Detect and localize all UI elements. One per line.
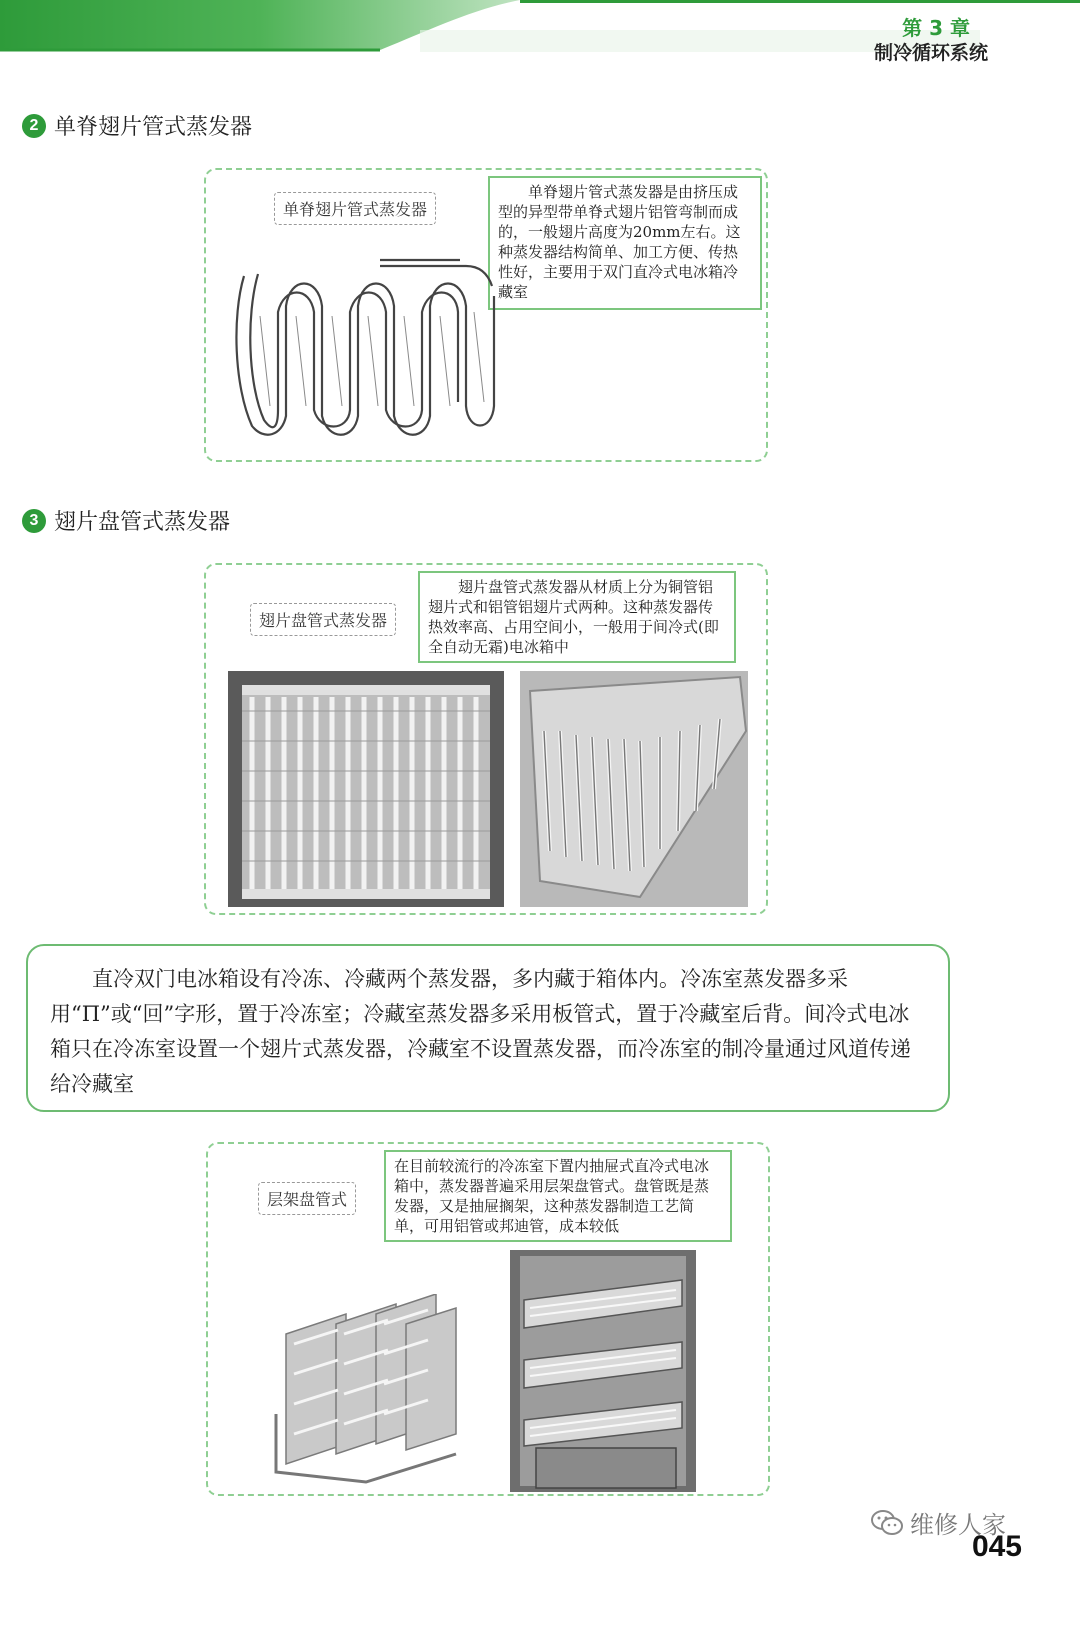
page-number: 045 xyxy=(971,1530,1022,1563)
fin-coil-photo xyxy=(228,671,504,907)
wechat-icon xyxy=(870,1509,904,1537)
figure-note: 翅片盘管式蒸发器从材质上分为铜管铝翅片式和铝管铝翅片式两种。这种蒸发器传热效率高、占用空间小，一般用于间冷式(即全自动无霜)电冰箱中 xyxy=(418,571,736,663)
watermark-text: 维修人家 xyxy=(910,1511,1006,1539)
figure-frame-shelf-coil xyxy=(206,1142,770,1496)
figure-tag: 层架盘管式 xyxy=(258,1182,356,1215)
chapter-number: 第 3 章 xyxy=(902,16,970,40)
section-title: 单脊翅片管式蒸发器 xyxy=(54,115,253,140)
section-title: 翅片盘管式蒸发器 xyxy=(54,510,231,535)
section-number-badge: 3 xyxy=(22,509,46,533)
section-heading-3 xyxy=(22,505,230,536)
serpentine-evaporator-drawing xyxy=(230,256,506,446)
figure-note: 单脊翅片管式蒸发器是由挤压成型的异型带单脊式翅片铝管弯制而成的，一般翅片高度为20mm左右。这种蒸发器结构简单、加工方便、传热性好，主要用于双门直冷式电冰箱冷藏室 xyxy=(488,176,762,310)
figure-tag: 翅片盘管式蒸发器 xyxy=(250,603,396,636)
freezer-shelves-photo xyxy=(510,1250,696,1492)
shelf-coil-rack-photo xyxy=(256,1294,482,1484)
section-number-badge: 2 xyxy=(22,114,46,138)
figure-frame-fin-coil xyxy=(204,563,768,915)
main-text-box: 直冷双门电冰箱设有冷冻、冷藏两个蒸发器，多内藏于箱体内。冷冻室蒸发器多采用“Π”或“回”字形，置于冷冻室；冷藏室蒸发器多采用板管式，置于冷藏室后背。间冷式电冰箱只在冷冻室设置一个翅片式蒸发器，冷藏室不设置蒸发器，而冷冻室的制冷量通过风道传递给冷藏室 xyxy=(26,944,950,1112)
figure-tag: 单脊翅片管式蒸发器 xyxy=(274,192,436,225)
chapter-title: 制冷循环系统 xyxy=(873,42,988,64)
figure-note: 在目前较流行的冷冻室下置内抽屉式直冷式电冰箱中，蒸发器普遍采用层架盘管式。盘管既是蒸发器，又是抽屉搁架，这种蒸发器制造工艺简单，可用铝管或邦迪管，成本较低 xyxy=(384,1150,732,1242)
section-heading-2 xyxy=(22,110,252,141)
figure-frame-fin-tube xyxy=(204,168,768,462)
bent-evaporator-photo xyxy=(520,671,748,907)
